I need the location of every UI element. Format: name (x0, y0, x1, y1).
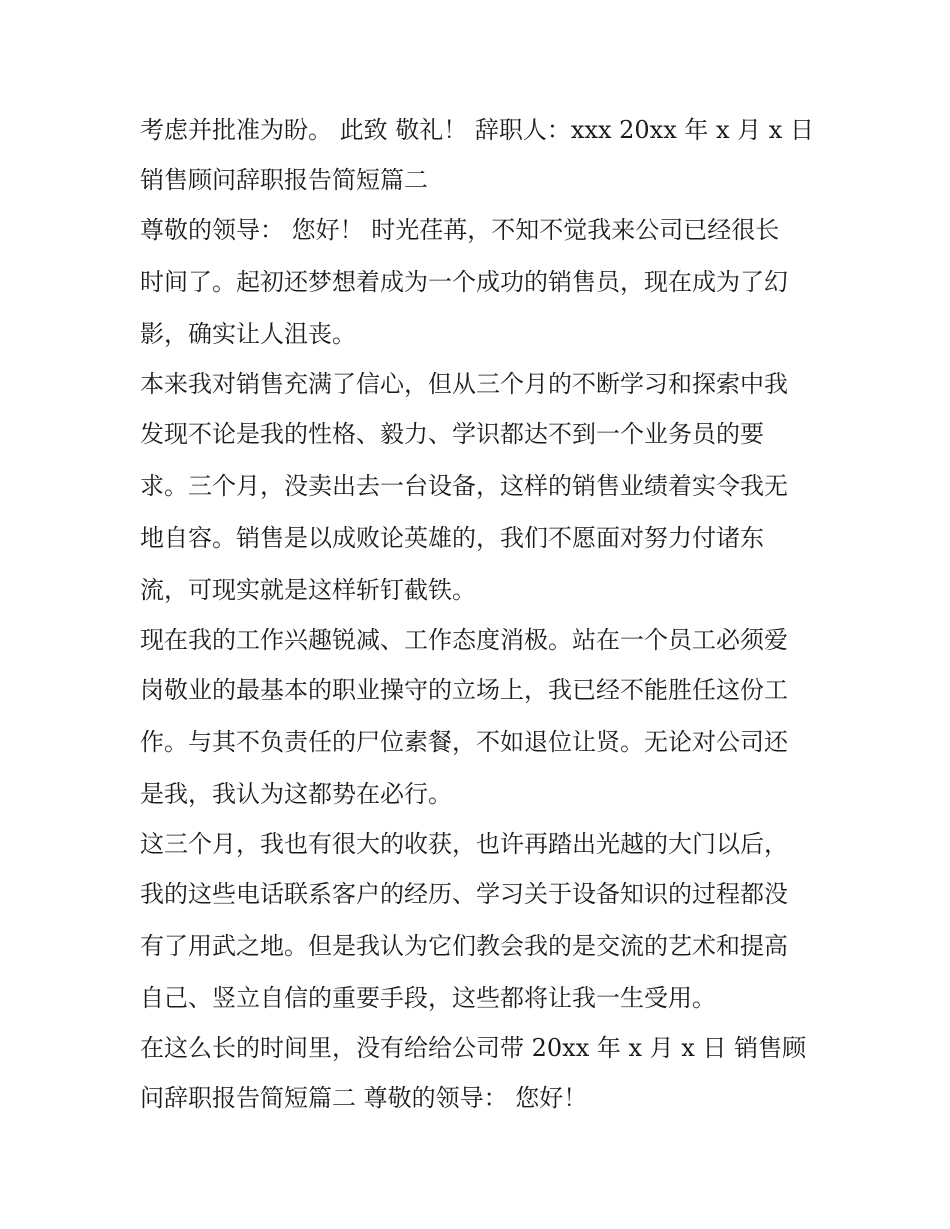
text-line: 这三个月，我也有很大的收获，也许再踏出光越的大门以后， (140, 830, 788, 858)
text-line: 影，确实让人沮丧。 (140, 320, 356, 348)
text-line: 考虑并批准为盼。 此致 敬礼！ 辞职人：xxx 20xx 年 x 月 x 日 (140, 116, 814, 144)
text-line: 有了用武之地。但是我认为它们教会我的是交流的艺术和提高 (140, 932, 788, 960)
text-line: 岗敬业的最基本的职业操守的立场上，我已经不能胜任这份工 (140, 676, 788, 704)
text-line: 流，可现实就是这样斩钉截铁。 (140, 576, 476, 604)
document-body (140, 104, 830, 1124)
text-line: 作。与其不负责任的尸位素餐，不如退位让贤。无论对公司还 (140, 728, 788, 756)
text-line: 求。三个月，没卖出去一台设备，这样的销售业绩着实令我无 (140, 472, 788, 500)
text-line: 是我，我认为这都势在必行。 (140, 780, 452, 808)
text-line: 发现不论是我的性格、毅力、学识都达不到一个业务员的要 (140, 420, 764, 448)
text-line: 本来我对销售充满了信心，但从三个月的不断学习和探索中我 (140, 370, 788, 398)
text-line: 问辞职报告简短篇二 尊敬的领导： 您好！ (140, 1084, 588, 1112)
text-line: 在这么长的时间里，没有给给公司带 20xx 年 x 月 x 日 销售顾 (140, 1034, 807, 1062)
section-heading: 销售顾问辞职报告简短篇二 (140, 166, 428, 194)
text-line: 尊敬的领导： 您好！ 时光荏苒，不知不觉我来公司已经很长 (140, 216, 780, 244)
text-line: 时间了。起初还梦想着成为一个成功的销售员，现在成为了幻 (140, 268, 788, 296)
text-line: 地自容。销售是以成败论英雄的，我们不愿面对努力付诸东 (140, 524, 764, 552)
text-line: 现在我的工作兴趣锐减、工作态度消极。站在一个员工必须爱 (140, 626, 788, 654)
text-line: 自己、竖立自信的重要手段，这些都将让我一生受用。 (140, 984, 716, 1012)
text-line: 我的这些电话联系客户的经历、学习关于设备知识的过程都没 (140, 880, 788, 908)
